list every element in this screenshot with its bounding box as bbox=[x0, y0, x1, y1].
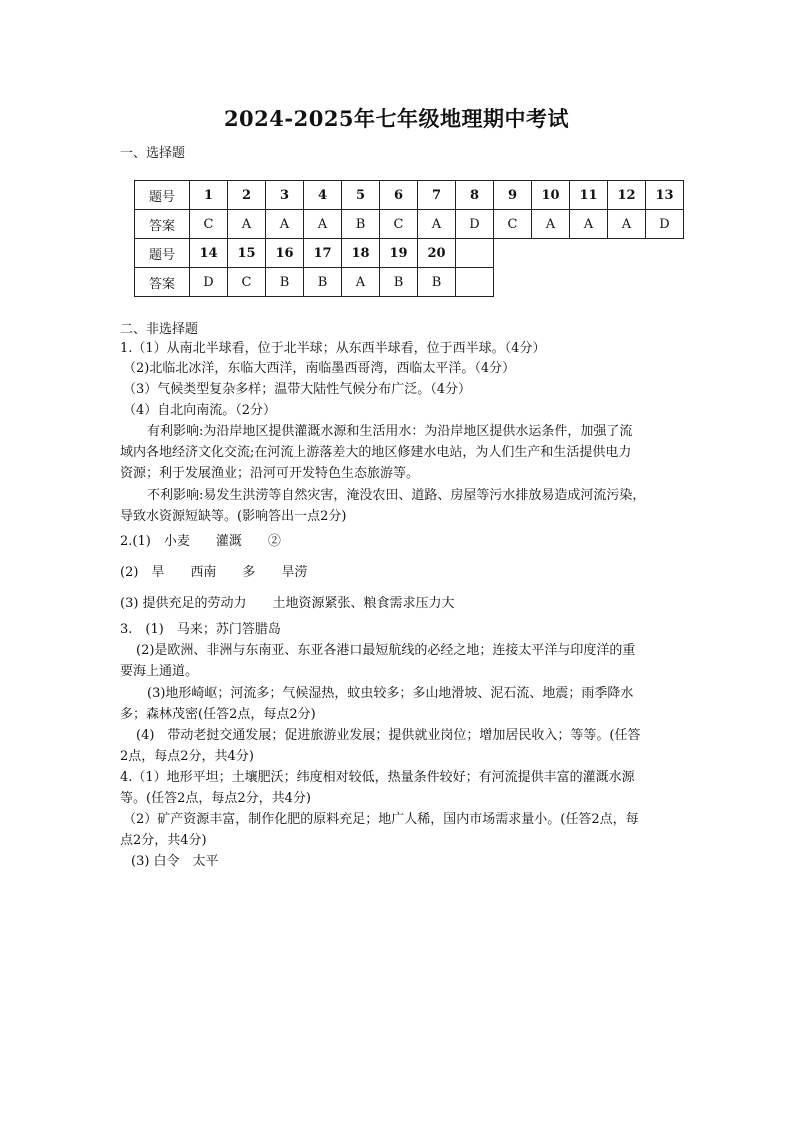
answer-cell: A bbox=[570, 210, 608, 239]
row-label: 答案 bbox=[135, 210, 190, 239]
answer-line: 点2分，共4分) bbox=[120, 833, 207, 848]
answer-line: 4.（1）地形平坦；土壤肥沃；纬度相对较低，热量条件较好；有河流提供丰富的灌溉水源 bbox=[120, 770, 635, 785]
answer-line: 有利影响:为沿岸地区提供灌溉水源和生活用水：为沿岸地区提供水运条件，加强了流 bbox=[147, 424, 633, 439]
question-number: 19 bbox=[380, 239, 418, 268]
question-number: 5 bbox=[342, 181, 380, 210]
answer-cell: B bbox=[304, 268, 342, 297]
answer-line: 资源；利于发展渔业；沿河可开发特色生态旅游等。 bbox=[120, 466, 420, 481]
row-label: 答案 bbox=[135, 268, 190, 297]
answer-cell: A bbox=[304, 210, 342, 239]
answer-cell: A bbox=[532, 210, 570, 239]
answer-line: 3. (1) 马来；苏门答腊岛 bbox=[120, 622, 281, 637]
answer-line: （2）矿产资源丰富，制作化肥的原料充足；地广人稀，国内市场需求量小。(任答2点，每 bbox=[123, 812, 639, 827]
question-number: 20 bbox=[418, 239, 456, 268]
answer-line: (3) 白令 太平 bbox=[131, 854, 219, 869]
question-number: 18 bbox=[342, 239, 380, 268]
answer-line: 要海上通道。 bbox=[120, 664, 199, 679]
question-number: 6 bbox=[380, 181, 418, 210]
question-number: 8 bbox=[456, 181, 494, 210]
empty-cell bbox=[456, 239, 494, 268]
answer-line: （2)北临北冰洋，东临大西洋，南临墨西哥湾，西临太平洋。（4分） bbox=[123, 361, 516, 376]
answer-line: (2)是欧洲、非洲与东南亚、东亚各港口最短航线的必经之地；连接太平洋与印度洋的重 bbox=[136, 643, 636, 658]
section-heading-nonchoice: 二、非选择题 bbox=[120, 322, 199, 337]
answer-cell: A bbox=[608, 210, 646, 239]
answer-line: (2) 旱 西南 多 旱涝 bbox=[120, 565, 308, 580]
answer-cell: D bbox=[456, 210, 494, 239]
table-row bbox=[135, 239, 684, 268]
answer-line: 2.(1) 小麦 灌溉 ② bbox=[120, 534, 281, 549]
section-heading-choice: 一、选择题 bbox=[120, 146, 186, 161]
answer-cell: A bbox=[418, 210, 456, 239]
answer-cell: A bbox=[266, 210, 304, 239]
answer-line: (3)地形崎岖；河流多；气候湿热，蚊虫较多；多山地滑坡、泥石流、地震；雨季降水 bbox=[147, 686, 634, 701]
answer-cell: B bbox=[342, 210, 380, 239]
table-row bbox=[135, 268, 684, 297]
answer-cell: C bbox=[228, 268, 266, 297]
answer-line: (3) 提供充足的劳动力 土地资源紧张、粮食需求压力大 bbox=[120, 596, 455, 611]
row-label: 题号 bbox=[135, 181, 190, 210]
question-number: 15 bbox=[228, 239, 266, 268]
answer-table bbox=[134, 180, 684, 297]
answer-line: （4）自北向南流。（2分） bbox=[123, 403, 277, 418]
answer-cell: D bbox=[646, 210, 684, 239]
table-row bbox=[135, 210, 684, 239]
blank-area bbox=[494, 268, 684, 297]
answer-line: 多；森林茂密(任答2点，每点2分) bbox=[120, 707, 316, 722]
answer-cell: B bbox=[380, 268, 418, 297]
question-number: 14 bbox=[190, 239, 228, 268]
question-number: 13 bbox=[646, 181, 684, 210]
answer-cell: D bbox=[190, 268, 228, 297]
answer-cell: A bbox=[342, 268, 380, 297]
question-number: 3 bbox=[266, 181, 304, 210]
answer-line: 域内各地经济文化交流;在河流上游落差大的地区修建水电站，为人们生产和生活提供电力 bbox=[120, 445, 632, 460]
row-label: 题号 bbox=[135, 239, 190, 268]
question-number: 16 bbox=[266, 239, 304, 268]
empty-cell bbox=[456, 268, 494, 297]
answer-line: 等。(任答2点，每点2分，共4分) bbox=[120, 791, 311, 806]
question-number: 4 bbox=[304, 181, 342, 210]
question-number: 1 bbox=[190, 181, 228, 210]
question-number: 17 bbox=[304, 239, 342, 268]
answer-cell: C bbox=[494, 210, 532, 239]
answer-line: (4) 带动老挝交通发展；促进旅游业发展；提供就业岗位；增加居民收入；等等。(任答 bbox=[136, 728, 641, 743]
answer-line: 导致水资源短缺等。(影响答出一点2分) bbox=[120, 509, 347, 524]
answer-line: 1.（1）从南北半球看，位于北半球；从东西半球看，位于西半球。（4分） bbox=[120, 341, 546, 356]
answer-cell: B bbox=[418, 268, 456, 297]
answer-cell: C bbox=[190, 210, 228, 239]
question-number: 2 bbox=[228, 181, 266, 210]
answer-cell: A bbox=[228, 210, 266, 239]
answer-cell: C bbox=[380, 210, 418, 239]
table-row bbox=[135, 181, 684, 210]
question-number: 11 bbox=[570, 181, 608, 210]
answer-line: 2点，每点2分，共4分) bbox=[120, 749, 254, 764]
question-number: 7 bbox=[418, 181, 456, 210]
answer-line: 不利影响:易发生洪涝等自然灾害，淹没农田、道路、房屋等污水排放易造成河流污染， bbox=[147, 488, 646, 503]
blank-area bbox=[494, 239, 684, 268]
question-number: 9 bbox=[494, 181, 532, 210]
answer-line: （3）气候类型复杂多样；温带大陆性气候分布广泛。（4分） bbox=[123, 382, 472, 397]
answer-cell: B bbox=[266, 268, 304, 297]
question-number: 12 bbox=[608, 181, 646, 210]
page-title: 2024-2025年七年级地理期中考试 bbox=[223, 106, 570, 131]
question-number: 10 bbox=[532, 181, 570, 210]
